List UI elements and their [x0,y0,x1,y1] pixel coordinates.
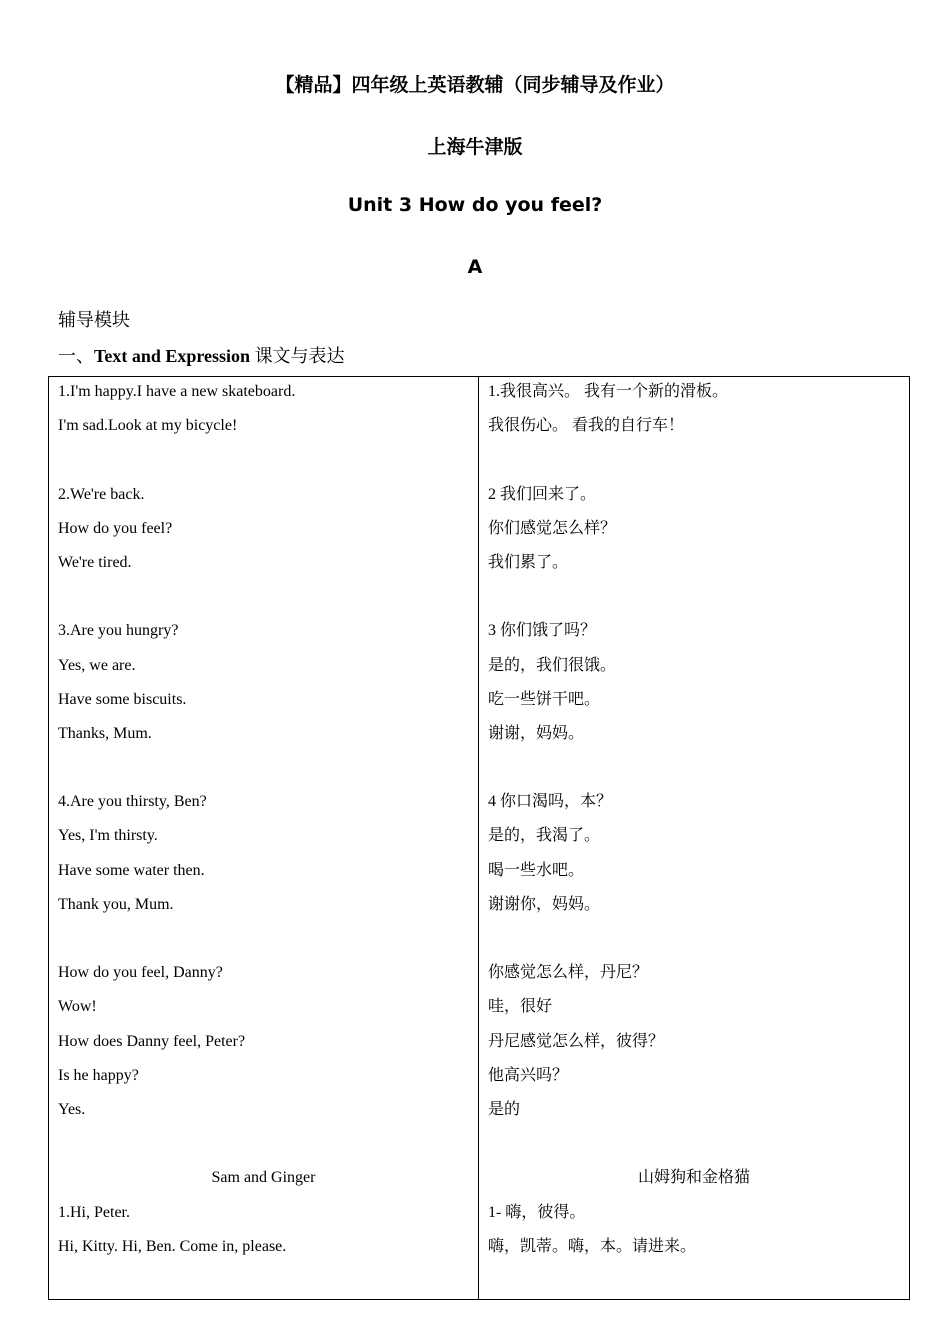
english-line: We're tired. [58,553,132,571]
english-line: How do you feel, Danny? [58,964,223,982]
section-title-cn: 课文与表达 [250,346,345,366]
chinese-line: 2 我们回来了。 [488,485,597,503]
english-line: Yes, I'm thirsty. [58,827,158,845]
module-heading: 辅导模块 [58,310,130,330]
chinese-line: 喝一些水吧。 [488,861,585,879]
english-line: 2.We're back. [58,485,145,503]
english-line: 1.Hi, Peter. [58,1203,130,1221]
english-line: Wow! [58,998,97,1016]
chinese-line: 山姆狗和金格猫 [637,1169,750,1187]
text-expression-table [48,376,910,1300]
english-line: Have some biscuits. [58,690,187,708]
english-line: Sam and Ginger [211,1169,316,1187]
english-column [49,377,479,1299]
english-line [58,584,478,618]
english-line: How does Danny feel, Peter? [58,1032,246,1050]
chinese-line: 吃一些饼干吧。 [488,690,601,708]
chinese-line: 是的，我们很饿。 [488,656,617,674]
english-line: I'm sad.Look at my bicycle! [58,417,238,435]
chinese-line: 丹尼感觉怎么样，彼得？ [488,1032,665,1050]
chinese-line [488,926,909,960]
chinese-line: 谢谢你，妈妈。 [488,895,601,913]
chinese-line: 1- 嗨，彼得。 [488,1203,586,1221]
chinese-line [488,447,909,481]
chinese-line: 是的，我渴了。 [488,827,601,845]
chinese-line: 哇，很好 [488,998,553,1016]
english-line: Yes. [58,1100,86,1118]
english-line [58,1131,478,1165]
chinese-line: 你感觉怎么样，丹尼？ [488,964,649,982]
english-line: Thanks, Mum. [58,724,152,742]
chinese-line: 我们累了。 [488,553,569,571]
chinese-line: 1.我很高兴。 我有一个新的滑板。 [488,383,729,400]
chinese-column [479,377,909,1299]
english-line: Yes, we are. [58,656,136,674]
chinese-line: 4 你口渴吗，本？ [488,793,613,811]
chinese-line: 谢谢，妈妈。 [488,724,585,742]
part-label: A [467,256,483,278]
chinese-line: 他高兴吗？ [488,1066,569,1084]
english-line [58,755,478,789]
english-line: Is he happy? [58,1066,139,1084]
english-line [58,447,478,481]
unit-title: Unit 3 How do you feel? [347,194,603,216]
chinese-line [488,755,909,789]
section-prefix: 一、 [58,346,94,366]
english-line: How do you feel? [58,519,173,537]
english-line: 3.Are you hungry? [58,622,179,640]
english-line: Thank you, Mum. [58,895,174,913]
section-title-en: Text and Expression [94,346,251,366]
chinese-line [488,584,909,618]
chinese-line: 是的 [488,1100,521,1118]
chinese-line: 嗨，凯蒂。嗨，本。请进来。 [488,1237,697,1255]
document-subtitle: 上海牛津版 [427,136,523,158]
english-line: Hi, Kitty. Hi, Ben. Come in, please. [58,1237,287,1255]
english-line [58,926,478,960]
chinese-line [488,1131,909,1165]
section-heading [58,342,345,368]
english-line: Have some water then. [58,861,205,879]
document-title: 【精品】四年级上英语教辅（同步辅导及作业） [275,74,675,96]
chinese-line: 我很伤心。 看我的自行车！ [488,417,685,435]
english-line: 1.I'm happy.I have a new skateboard. [58,383,296,400]
chinese-line: 3 你们饿了吗？ [488,622,597,640]
chinese-line: 你们感觉怎么样？ [488,519,617,537]
english-line: 4.Are you thirsty, Ben? [58,793,207,811]
